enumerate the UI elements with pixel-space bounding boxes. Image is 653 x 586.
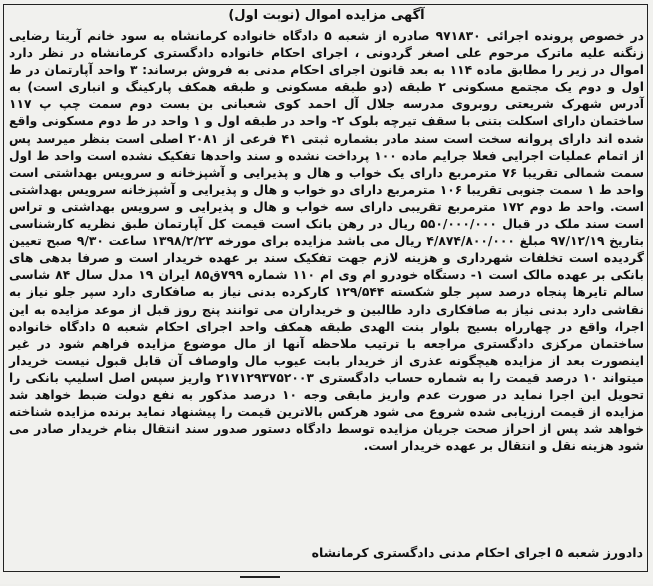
notice-signature: دادورز شعبه ۵ اجرای احکام مدنی دادگستری کرمانشاه bbox=[311, 545, 643, 560]
notice-body: در خصوص پرونده اجرائی ۹۷۱۸۳۰ صادره از شعبه ۵ دادگاه خانواده کرمانشاه به سود خانم آریتا رضایی زنگنه علیه ماترک مرحوم علی اصغر گردونی ، اجرای احکام خانواده دادگستری کرمانشاه در نظر دارد اموال در زیر را مطابق ماده ۱۱۴ به بعد قانون اجرای احکام مدنی به فروش برساند: ۳ واحد آپارتمان در ط اول و دوم یک مجتمع مسکونی ۲ طبقه (دو طبقه مسکونی و طبقه همکف پارکینگ و انباری است) به آدرس شهرک شریعتی روبروی مدرسه جلال آل احمد کوی شعبانی بن بست دوم سمت چپ پ ۱۱۷ ساختمان دارای اسکلت بتنی با سقف تیرچه بلوک ۲- واحد در طبقه اول و ۱ واحد در ط دوم مسکونی واقع شده اند دارای پروانه سخت است سند مادر بشماره ثبتی ۴۱ فرعی از ۲۰۸۱ اصلی است بنظر میرسد پس از اتمام عملیات اجرایی فعلا جرایم ماده ۱۰۰ پرداخت نشده و سند واحدها تفکیک نشده است واحد ط اول سمت شمالی تقریبا ۷۶ مترمربع دارای یک خواب و هال و پذیرایی و آشپزخانه و سرویس بهداشتی است واحد ط ۱ سمت جنوبی تقریبا ۱۰۶ مترمربع دارای دو خواب و هال و پذیرایی و آشپزخانه سرویس بهداشتی است. واحد ط دوم ۱۷۲ مترمربع تقریبی دارای سه خواب و هال و پذیرایی و سرویس بهداشتی و تراس است سند ملک در قبال ۵۵۰/۰۰۰/۰۰۰ ریال در رهن بانک است قیمت کل آپارتمان طبق نظریه کارشناسی بتاریخ ۹۷/۱۲/۱۹ مبلغ ۴/۸۷۴/۸۰۰/۰۰۰ ریال می باشد مزایده برای مورخه ۱۳۹۸/۲/۲۳ ساعت ۹/۳۰ صبح تعیین گردیده است تخلفات شهرداری و هزینه لازم جهت تفکیک سند بر عهده خریدار است و صرفا بدهی های بانکی بر عهده مالک است ۱- دستگاه خودرو ام وی ام ۱۱۰ شماره ۷۹۹ق۸۵ ایران ۱۹ مدل سال ۸۴ شاسی سالم تایرها پنجاه درصد سپر جلو شکسته ۱۲۹/۵۴۴ کارکرده بدنی نیاز به صافکاری دارد سپر جلو نیاز به نقاشی دارد بدنی نیاز به صافکاری دارد طالبین و خریداران می توانند پنج روز قبل از موعد مزایده به این اجرا، واقع در چهارراه بسیج بلوار بنت الهدی طبقه همکف واحد اجرای احکام شعبه ۵ دادگاه خانواده ساختمان مرکزی دادگستری مراجعه با ترتیب ملاحظه آنها از مال موضوع مزایده فراهم شود در غیر اینصورت بعد از مزایده هیچگونه عذری از خریدار بابت عیوب مال واوصاف آن قابل قبول نیست خریدار میتواند ۱۰ درصد قیمت را به شماره حساب دادگستری ۲۱۷۱۲۹۳۷۵۲۰۰۳ واریز سپس اصل اسلیپ بانکی را تحویل این اجرا نماید در صورت عدم واریز مابقی وجه ۱۰ درصد مذکور به نفع دولت ضبط خواهد شد مزایده از قیمت ارزیابی شده شروع می شود هرکس بالاترین قیمت را پیشنهاد نماید برنده مزایده شناخته خواهد شد پس از احراز صحت جریان مزایده توسط دادگاه دستور صدور سند انتقال بنام خریدار صادر می شود هزینه نقل و انتقال بر عهده خریدار است. bbox=[9, 29, 645, 454]
page-edge-mark bbox=[240, 576, 280, 586]
notice-title: آگهی مزایده اموال (نوبت اول) bbox=[228, 8, 425, 23]
